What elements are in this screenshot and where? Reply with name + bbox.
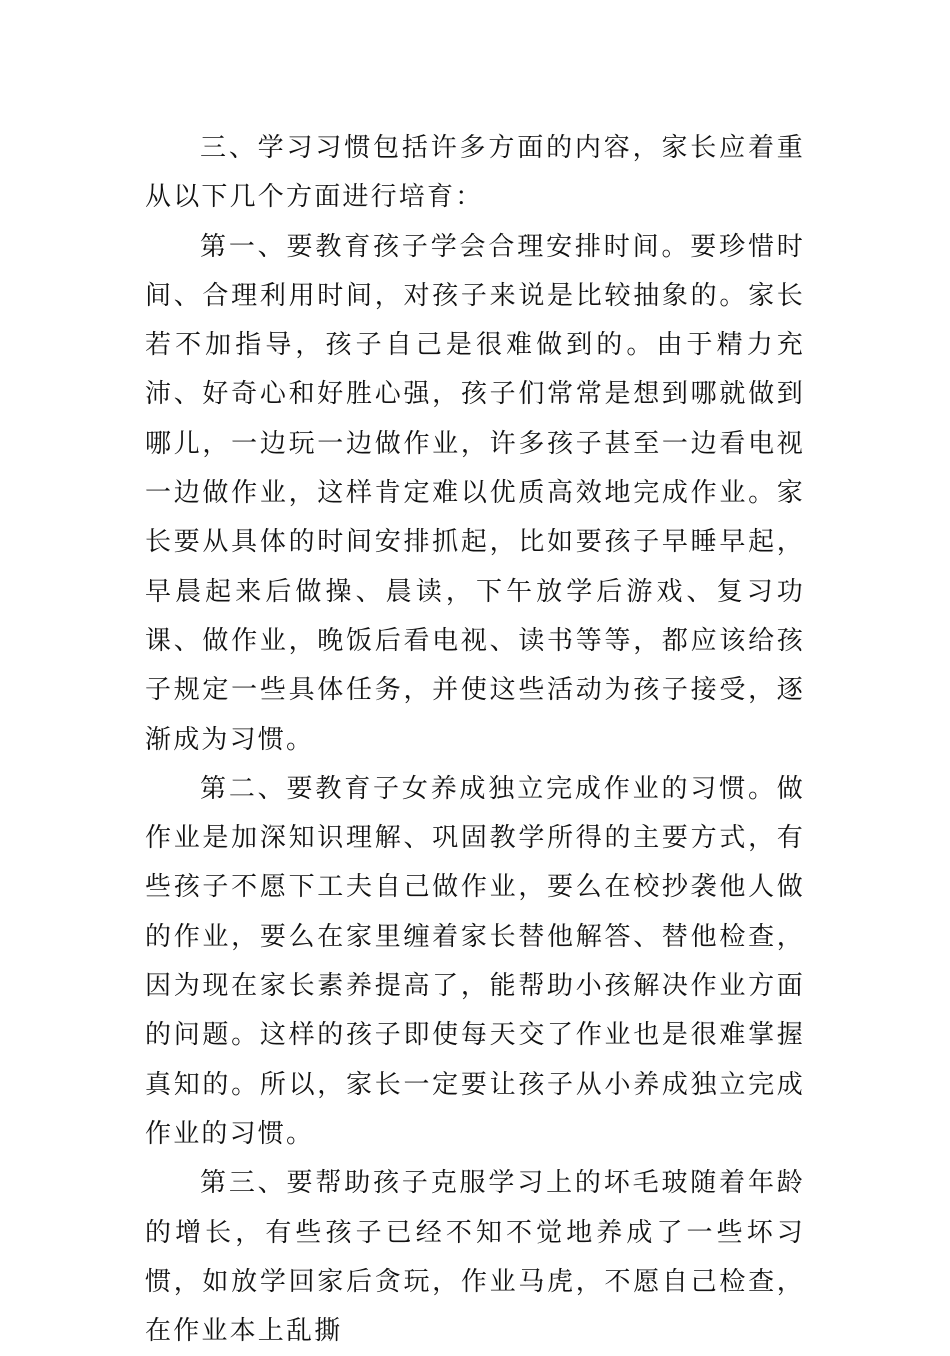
paragraph-independent-homework: 第二、要教育子女养成独立完成作业的习惯。做作业是加深知识理解、巩固教学所得的主要方式，有些孩子不愿下工夫自己做作业，要么在校抄袭他人做的作业，要么在家里缠着家长替他解答、替他检查，因为现在家长素养提高了，能帮助小孩解决作业方面的问题。这样的孩子即使每天交了作业也是很难掌握真知的。所以，家长一定要让孩子从小养成独立完成作业的习惯。 (145, 773, 805, 1149)
paragraph-bad-habits: 第三、要帮助孩子克服学习上的坏毛玻随着年龄的增长，有些孩子已经不知不觉地养成了一些坏习惯，如放学回家后贪玩，作业马虎，不愿自己检查，在作业本上乱撕 (145, 1168, 805, 1347)
paragraph-time-management: 第一、要教育孩子学会合理安排时间。要珍惜时间、合理利用时间，对孩子来说是比较抽象的。家长若不加指导，孩子自己是很难做到的。由于精力充沛、好奇心和好胜心强，孩子们常常是想到哪就做到哪儿，一边玩一边做作业，许多孩子甚至一边看电视一边做作业，这样肯定难以优质高效地完成作业。家长要从具体的时间安排抓起，比如要孩子早睡早起，早晨起来后做操、晨读，下午放学后游戏、复习功课、做作业，晚饭后看电视、读书等等，都应该给孩子规定一些具体任务，并使这些活动为孩子接受，逐渐成为习惯。 (145, 231, 805, 755)
paragraph-habits-intro: 三、学习习惯包括许多方面的内容，家长应着重从以下几个方面进行培育： (145, 133, 805, 213)
document-body (145, 124, 805, 1356)
